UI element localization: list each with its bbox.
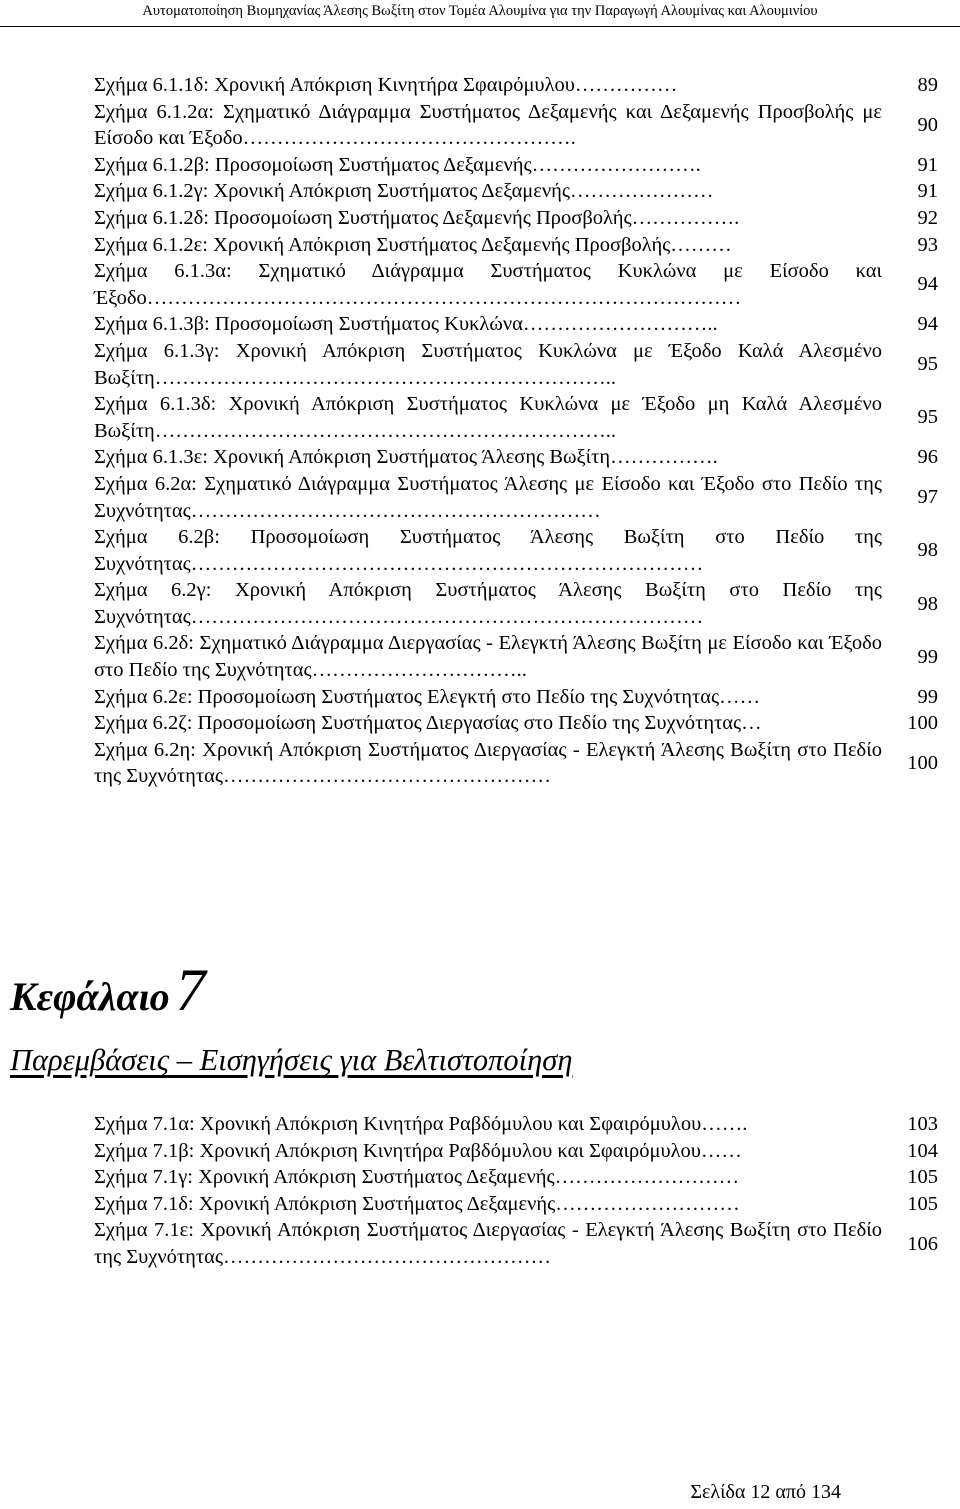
toc-entry bbox=[94, 1217, 940, 1270]
toc-entry bbox=[94, 471, 940, 524]
toc-entry-text: Σχήμα 6.1.3β: Προσομοίωση Συστήματος Κυκλώνα……………………….. bbox=[94, 313, 718, 336]
toc-entry-page: 100 bbox=[907, 752, 938, 775]
toc-entry-text: Σχήμα 6.1.2β: Προσομοίωση Συστήματος Δεξαμενής……………………. bbox=[94, 153, 701, 176]
toc-entry-text: Σχήμα 6.1.2γ: Χρονική Απόκριση Συστήματος Δεξαμενής………………… bbox=[94, 180, 714, 203]
figure-list-chapter-7 bbox=[94, 1111, 940, 1271]
toc-entry-page: 95 bbox=[917, 353, 938, 376]
toc-entry bbox=[94, 72, 940, 99]
toc-entry-page: 103 bbox=[907, 1113, 938, 1135]
toc-entry bbox=[94, 1111, 940, 1138]
toc-entry-text: Σχήμα 6.2δ: Σχηματικό Διάγραμμα Διεργασίας - Ελεγκτή Άλεσης Βωξίτη με Είσοδο και Έξοδο στο Πεδίο της Συχνότητας………………………….. bbox=[94, 632, 882, 682]
toc-entry-text: Σχήμα 7.1δ: Χρονική Απόκριση Συστήματος Δεξαμενής……………………… bbox=[94, 1192, 740, 1215]
toc-entry bbox=[94, 737, 940, 790]
toc-entry-page: 94 bbox=[917, 273, 938, 296]
toc-entry bbox=[94, 338, 940, 391]
toc-entry bbox=[94, 99, 940, 152]
toc-entry bbox=[94, 311, 940, 338]
toc-entry bbox=[94, 205, 940, 232]
toc-entry-page: 91 bbox=[917, 153, 938, 176]
toc-entry-page: 100 bbox=[907, 712, 938, 735]
toc-entry-text: Σχήμα 6.1.3γ: Χρονική Απόκριση Συστήματος Κυκλώνα με Έξοδο Καλά Αλεσμένο Βωξίτη………………………………………………………….. bbox=[94, 339, 882, 389]
toc-entry bbox=[94, 684, 940, 711]
toc-entry-text: Σχήμα 6.2ε: Προσομοίωση Συστήματος Ελεγκτή στο Πεδίο της Συχνότητας…… bbox=[94, 685, 761, 708]
toc-entry-page: 95 bbox=[917, 406, 938, 429]
toc-entry-text: Σχήμα 6.1.3δ: Χρονική Απόκριση Συστήματος Κυκλώνα με Έξοδο μη Καλά Αλεσμένο Βωξίτη………………………………………………………….. bbox=[94, 393, 882, 442]
toc-entry bbox=[94, 1138, 940, 1165]
toc-entry-text: Σχήμα 6.2α: Σχηματικό Διάγραμμα Συστήματος Άλεσης με Είσοδο και Έξοδο στο Πεδίο της Συχνότητας…………………………………………………… bbox=[94, 472, 882, 522]
toc-entry-page: 97 bbox=[917, 486, 938, 509]
toc-entry-text: Σχήμα 6.1.1δ: Χρονική Απόκριση Κινητήρα Σφαιρόμυλου…………… bbox=[94, 74, 678, 96]
toc-entry-text: Σχήμα 6.2η: Χρονική Απόκριση Συστήματος Διεργασίας - Ελεγκτή Άλεσης Βωξίτη στο Πεδίο της Συχνότητας………………………………………… bbox=[94, 738, 882, 788]
toc-entry-page: 98 bbox=[917, 592, 938, 615]
toc-entry-page: 106 bbox=[907, 1232, 938, 1255]
toc-entry bbox=[94, 258, 940, 311]
toc-entry-page: 93 bbox=[917, 233, 938, 256]
toc-entry-page: 96 bbox=[917, 446, 938, 469]
toc-entry-text: Σχήμα 7.1γ: Χρονική Απόκριση Συστήματος Δεξαμενής……………………… bbox=[94, 1166, 740, 1189]
chapter-number: 7 bbox=[175, 957, 206, 1023]
toc-entry bbox=[94, 1164, 940, 1191]
toc-entry-page: 99 bbox=[917, 685, 938, 708]
toc-entry-text: Σχήμα 6.1.2α: Σχηματικό Διάγραμμα Συστήματος Δεξαμενής και Δεξαμενής Προσβολής με Είσοδο και Έξοδο…………………………………………. bbox=[94, 100, 882, 150]
page-number: Σελίδα 12 από 134 bbox=[690, 1481, 841, 1503]
chapter-title: Παρεμβάσεις – Εισηγήσεις για Βελτιστοποίηση bbox=[10, 1043, 573, 1077]
toc-entry bbox=[94, 444, 940, 471]
toc-entry bbox=[94, 524, 940, 577]
toc-entry-text: Σχήμα 7.1ε: Χρονική Απόκριση Συστήματος Διεργασίας - Ελεγκτή Άλεσης Βωξίτη στο Πεδίο της Συχνότητας………………………………………… bbox=[94, 1219, 882, 1268]
toc-entry-page: 105 bbox=[907, 1166, 938, 1189]
toc-entry-page: 104 bbox=[907, 1139, 938, 1162]
toc-entry-page: 99 bbox=[917, 645, 938, 668]
toc-entry-page: 98 bbox=[917, 539, 938, 562]
toc-entry-text: Σχήμα 6.1.2δ: Προσομοίωση Συστήματος Δεξαμενής Προσβολής……………. bbox=[94, 206, 740, 229]
figure-list-chapter-6 bbox=[94, 72, 940, 790]
toc-entry-text: Σχήμα 6.2β: Προσομοίωση Συστήματος Άλεσης Βωξίτη στο Πεδίο της Συχνότητας………………………………………………………………… bbox=[94, 526, 882, 575]
toc-entry bbox=[94, 1191, 940, 1218]
chapter-word: Κεφάλαιο bbox=[10, 974, 170, 1019]
toc-entry bbox=[94, 630, 940, 683]
running-header: Αυτοματοποίηση Βιομηχανίας Άλεσης Βωξίτη στον Τομέα Αλουμίνα για την Παραγωγή Αλουμίνας και Αλουμινίου bbox=[0, 0, 960, 27]
toc-entry-text: Σχήμα 7.1α: Χρονική Απόκριση Κινητήρα Ραβδόμυλου και Σφαιρόμυλου……. bbox=[94, 1113, 748, 1135]
toc-entry-text: Σχήμα 7.1β: Χρονική Απόκριση Κινητήρα Ραβδόμυλου και Σφαιρόμυλου…… bbox=[94, 1139, 742, 1162]
toc-entry-text: Σχήμα 6.2γ: Χρονική Απόκριση Συστήματος Άλεσης Βωξίτη στο Πεδίο της Συχνότητας………………………………………………………………… bbox=[94, 579, 882, 628]
toc-entry bbox=[94, 232, 940, 259]
toc-entry-page: 89 bbox=[917, 74, 938, 96]
toc-entry-page: 91 bbox=[917, 180, 938, 203]
toc-entry bbox=[94, 710, 940, 737]
toc-entry bbox=[94, 391, 940, 444]
toc-entry-page: 105 bbox=[907, 1192, 938, 1215]
toc-entry bbox=[94, 152, 940, 179]
toc-entry-text: Σχήμα 6.1.3α: Σχηματικό Διάγραμμα Συστήματος Κυκλώνα με Είσοδο και Έξοδο…………………………………………………………………………… bbox=[94, 260, 882, 309]
toc-entry bbox=[94, 577, 940, 630]
toc-entry-page: 92 bbox=[917, 206, 938, 229]
toc-entry-text: Σχήμα 6.1.3ε: Χρονική Απόκριση Συστήματος Άλεσης Βωξίτη……………. bbox=[94, 446, 718, 469]
toc-entry-text: Σχήμα 6.1.2ε: Χρονική Απόκριση Συστήματος Δεξαμενής Προσβολής……… bbox=[94, 233, 732, 256]
toc-entry-page: 94 bbox=[917, 313, 938, 336]
toc-entry-text: Σχήμα 6.2ζ: Προσομοίωση Συστήματος Διεργασίας στο Πεδίο της Συχνότητας… bbox=[94, 712, 762, 735]
toc-entry-page: 90 bbox=[917, 113, 938, 136]
toc-entry bbox=[94, 178, 940, 205]
chapter-heading bbox=[10, 957, 930, 1027]
